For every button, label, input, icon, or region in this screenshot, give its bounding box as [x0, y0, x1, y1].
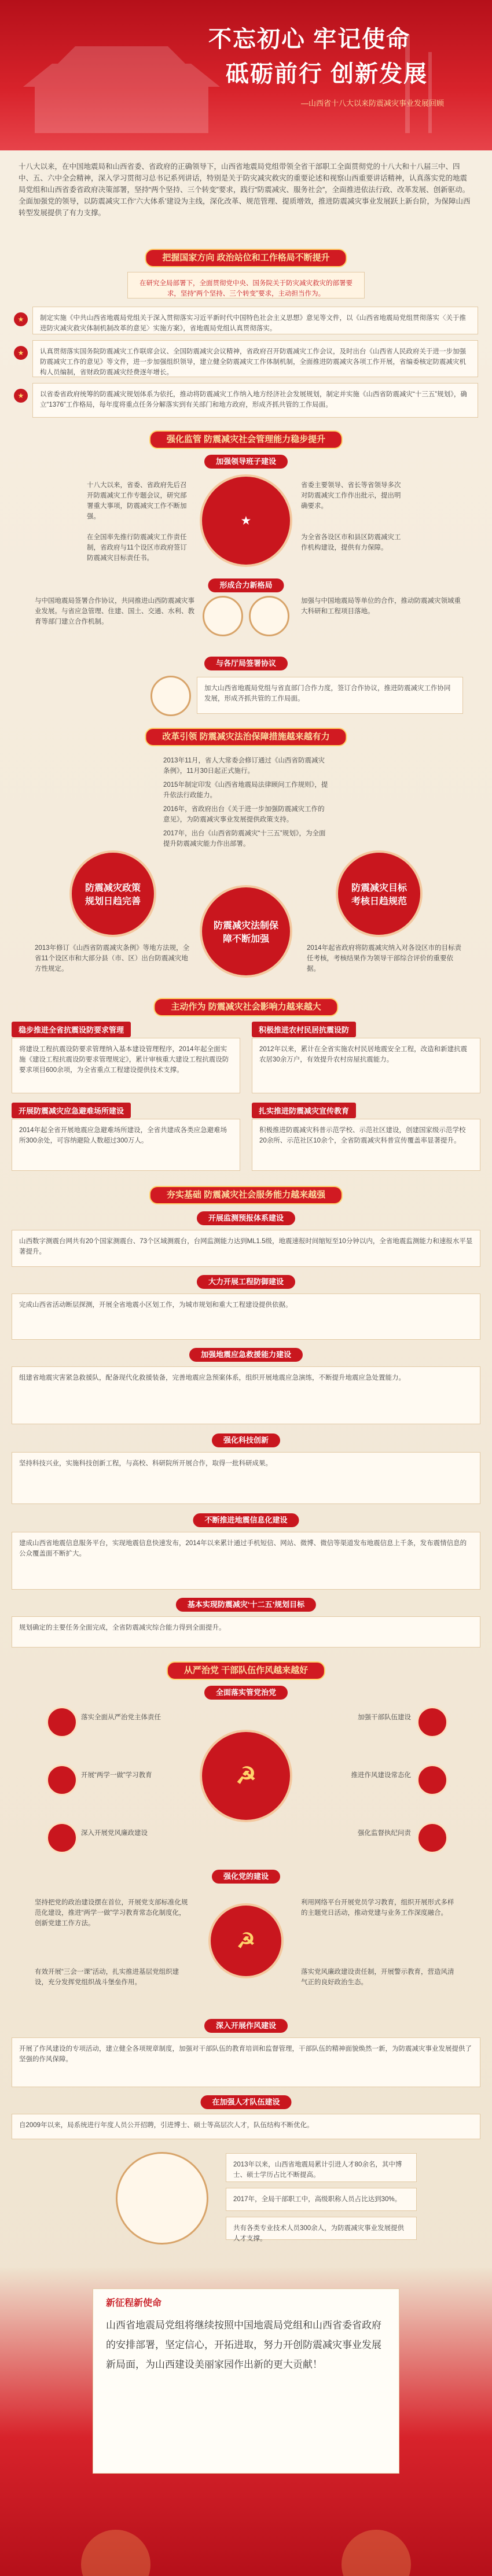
section6-right-text2: 落实党风廉政建设责任制，开展警示教育，营造风清气正的良好政治生态。 — [301, 1969, 454, 1986]
section6-stat-3-text: 共有各类专业技术人员300余人，为防震减灾事业发展提供人才支撑。 — [233, 2225, 405, 2242]
header-subtitle: —山西省十八大以来防震减灾事业发展回顾 — [301, 99, 445, 108]
section6-left-text2: 有效开展“三会一课”活动，扎实推进基层党组织建设，充分发挥党组织战斗堡垒作用。 — [35, 1969, 179, 1986]
section4-box1-title: 稳步推进全省抗震设防要求管理 — [12, 1022, 131, 1037]
section1-item-1-text: 制定实施《中共山西省地震局党组关于深入贯彻落实习近平新时代中国特色社会主义思想》意见等文件，以《山西省地震局党组贯彻落实〈关于推进防灾减灾救灾体制机制改革的意见〉实施方案》，省地震局党组认真贯彻落实。 — [40, 315, 466, 332]
section5-sub4: 强化科技创新 — [212, 1433, 280, 1447]
hexagon-icon — [417, 1707, 448, 1738]
section3-line-3: 2016年，省政府出台《关于进一步加强防震减灾工作的意见》，为防震减灾事业发展提供政策支持。 — [163, 806, 325, 823]
section4-box2-text: 2012年以来，累计在全省实施农村民居地震安全工程，改造和新建抗震农居30余万户，有效提升农村房屋抗震能力。 — [259, 1046, 468, 1063]
hexagon-icon — [417, 1822, 448, 1853]
closing-card — [93, 2288, 399, 2474]
header-title-line1: 不忘初心 牢记使命 — [208, 27, 411, 52]
header-title-line2: 砥砺前行 创新发展 — [226, 61, 428, 87]
section3-bottom-left: 2013年修订《山西省防震减灾条例》等地方法规，全省11个设区市和大部分县（市、区）出台防震减灾地方性规定。 — [35, 945, 190, 972]
section6-stat-1-text: 2013年以来，山西省地震局累计引进人才80余名，其中博士、硕士学历占比不断提高。 — [233, 2161, 402, 2179]
flag-icon: ★ — [14, 389, 28, 403]
section5-body1-text: 山西数字测震台网共有20个国家测震台、73个区域测震台，台网监测能力达到ML1.5级，地震速报时间缩短至10分钟以内，全省地震监测能力和速报水平显著提升。 — [19, 1238, 473, 1255]
section6-stat-3 — [226, 2217, 417, 2240]
section3-timeline — [156, 750, 336, 865]
header-banner — [0, 0, 492, 150]
hexagon-icon — [417, 1764, 448, 1796]
section6-left-text: 坚持把党的政治建设摆在首位，开展党支部标准化规范化建设，推进“两学一做”学习教育常态化制度化，创新党建工作方法。 — [35, 1899, 188, 1927]
section5-body3 — [12, 1366, 480, 1424]
section5-body4 — [12, 1452, 480, 1504]
section3-line-1: 2013年11月，省人大常委会修订通过《山西省防震减灾条例》，11月30日起正式施行。 — [163, 757, 325, 775]
section5-body5 — [12, 1532, 480, 1590]
section5-body6 — [12, 1616, 480, 1648]
section4-box2-title: 积极推进农村民居抗震设防 — [252, 1022, 356, 1037]
section6-right-text: 利用网络平台开展党员学习教育，组织开展形式多样的主题党日活动，推动党建与业务工作深度融合。 — [301, 1899, 454, 1917]
section6-body4-text: 自2009年以来，局系统进行年度人员公开招聘，引进博士、硕士等高层次人才，队伍结构不断优化。 — [19, 2122, 314, 2129]
section6-hex-5: 推进作风建设常态化 — [351, 1772, 411, 1779]
section2-left1: 十八大以来，省委、省政府先后召开防震减灾工作专题会议，研究部署重大事项，防震减灾工作不断加强。 — [87, 482, 187, 520]
intro-text — [12, 155, 480, 242]
section5-sub1: 开展监测预报体系建设 — [197, 1211, 295, 1225]
section2-right2: 为全省各设区市和县区防震减灾工作机构建设，提供有力保障。 — [301, 534, 401, 551]
section6-body3-text: 开展了作风建设的专项活动，建立健全各项规章制度，加强对干部队伍的教育培训和监督管理，干部队伍的精神面貌焕然一新，为防震减灾事业发展提供了坚强的作风保障。 — [19, 2046, 472, 2063]
section5-body6-text: 规划确定的主要任务全面完成，全省防震减灾综合能力得到全面提升。 — [19, 1624, 226, 1631]
section5-body4-text: 坚持科技兴业，实施科技创新工程，与高校、科研院所开展合作，取得一批科研成果。 — [19, 1460, 272, 1467]
flag-icon: ★ — [14, 346, 28, 360]
section3-left-circle: 防震减灾政策规划日趋完善 — [69, 850, 156, 937]
section3-right-circle: 防震减灾目标考核日趋规范 — [336, 850, 423, 937]
section4-box4 — [252, 1119, 480, 1171]
section2-sub1: 加强领导班子建设 — [204, 455, 288, 469]
section6-hex-6: 强化监督执纪问责 — [358, 1830, 411, 1837]
section1-item-2 — [32, 340, 478, 377]
section6-sub3: 深入开展作风建设 — [204, 2019, 288, 2033]
section6-hex-2: 开展“两学一做”学习教育 — [81, 1772, 152, 1779]
star-icon — [0, 2483, 492, 2576]
section6-title: 从严治党 干部队伍作风越来越好 — [167, 1661, 325, 1680]
section3-center-circle: 防震减灾法制保障不断加强 — [200, 885, 292, 978]
section6-sub2: 强化党的建设 — [212, 1870, 280, 1884]
section4-box4-title: 扎实推进防震减灾宣传教育 — [252, 1103, 356, 1118]
section6-stat-ring — [116, 2152, 208, 2245]
section6-hex-1: 落实全面从严治党主体责任 — [81, 1714, 161, 1721]
section2-ring-left — [203, 596, 243, 636]
section6-stat-2-text: 2017年，全局干部职工中，高级职称人员占比达到30%。 — [233, 2196, 402, 2203]
section4-box3-title: 开展防震减灾应急避难场所建设 — [12, 1103, 131, 1118]
section5-body5-text: 建成山西省地震信息服务平台，实现地震信息快速发布，2014年以来累计通过手机短信、网站、微博、微信等渠道发布地震信息上千条，发布震情信息的公众覆盖面不断扩大。 — [19, 1540, 467, 1557]
hexagon-icon — [46, 1764, 78, 1796]
section2-left3: 与中国地震局签署合作协议，共同推进山西防震减灾事业发展。与省应急管理、住建、国土、交通、水利、教育等部门建立合作机制。 — [35, 598, 194, 625]
section5-sub3: 加强地震应急救援能力建设 — [189, 1348, 303, 1362]
section6-sub4: 在加强人才队伍建设 — [200, 2095, 291, 2109]
section2-right1: 省委主要领导、省长等省领导多次对防震减灾工作作出批示，提出明确要求。 — [301, 482, 401, 510]
section5-title: 夯实基础 防震减灾社会服务能力越来越强 — [149, 1186, 343, 1204]
section2-note — [197, 677, 463, 714]
section5-body1 — [12, 1230, 480, 1267]
section1-item-1 — [32, 307, 478, 334]
section5-body2-text: 完成山西省活动断层探测，开展全省地震小区划工作，为城市规划和重大工程建设提供依据。 — [19, 1302, 292, 1309]
section5-sub2: 大力开展工程防御建设 — [197, 1275, 295, 1289]
closing-body: 山西省地震局党组将继续按照中国地震局党组和山西省委省政府的安排部署，坚定信心，开拓进取，努力开创防震减灾事业发展新局面，为山西建设美丽家园作出新的更大贡献！ — [106, 2320, 381, 2371]
section6-hex-4: 加强干部队伍建设 — [358, 1714, 411, 1721]
section2-sub2: 形成合力新格局 — [208, 578, 284, 592]
section2-note-ring — [150, 676, 191, 716]
section4-box3-text: 2014年起全省开展地震应急避难场所建设，全省共建成各类应急避难场所300余处，可容纳避险人数超过300万人。 — [19, 1127, 227, 1144]
section1-item-3-text: 以省委省政府统筹的防震减灾规划体系为依托，推动将防震减灾工作纳入地方经济社会发展规划，制定并实施《山西省防震减灾“十三五”规划》，确立“1376”工作格局，每年度将重点任务分解落实到有关部门和地方政府，形成齐抓共管的工作局面。 — [40, 391, 467, 408]
section2-ring-right — [249, 596, 289, 636]
section6-stat-1 — [226, 2153, 417, 2182]
section1-title: 把握国家方向 政治站位和工作格局不断提升 — [145, 249, 347, 267]
hexagon-icon — [46, 1707, 78, 1738]
section5-body2 — [12, 1293, 480, 1340]
section3-line-2: 2015年制定印发《山西省地震局法律顾问工作规则》，提升依法行政能力。 — [163, 782, 328, 799]
section6-hex-3: 深入开展党风廉政建设 — [81, 1830, 148, 1837]
closing-section — [0, 2268, 492, 2576]
section2-sub3: 与各厅局签署协议 — [204, 657, 288, 670]
intro-paragraph: 十八大以来，在中国地震局和山西省委、省政府的正确领导下，山西省地震局党组带领全省干部职工全面贯彻党的十八大和十八届三中、四中、五、六中全会精神，深入学习贯彻习总书记系列讲话，特别是关于防灾减灾救灾的重要论述和视察山西重要讲话精神，认真落实党的地震局党组和山西省委省政府决策部署，坚持“两个坚持、三个转变”要求，践行“防震减灾、服务社会”，全面推进依法行政、改革发展、创新驱动。全面加强党的领导，以防震减灾工作‘六大体系’建设为主线，深化改革、规范管理、提质增效，推进防震减灾事业发展跃上新台阶，为保障山西转型发展提供了有力支撑。 — [19, 163, 471, 217]
hexagon-icon — [46, 1822, 78, 1853]
section4-box4-text: 积极推进防震减灾科普示范学校、示范社区建设，创建国家级示范学校20余所、示范社区10余个，全省防震减灾科普宣传覆盖率显著提升。 — [259, 1127, 466, 1144]
section5-sub6: 基本实现防震减灾‘十二五’规划目标 — [176, 1598, 316, 1612]
section5-sub5: 不断推进地震信息化建设 — [193, 1513, 299, 1527]
section6-body4 — [12, 2114, 480, 2139]
section2-title: 强化监管 防震减灾社会管理能力稳步提升 — [149, 430, 343, 449]
section3-line-4: 2017年，出台《山西省防震减灾“十三五”规划》，为全面提升防震减灾能力作出部署。 — [163, 830, 326, 847]
section3-title: 改革引领 防震减灾法治保障措施越来越有力 — [145, 728, 347, 746]
section2-center-circle: ★ — [200, 474, 292, 567]
section1-item-3 — [32, 383, 478, 418]
section6-stat-2 — [226, 2188, 417, 2211]
party-emblem-icon: ☭ — [208, 1903, 284, 1978]
section4-box1 — [12, 1038, 240, 1093]
party-emblem-icon: ☭ — [200, 1730, 292, 1822]
section2-note-text: 加大山西省地震局党组与省直部门合作力度，签订合作协议，推进防震减灾工作协同发展，形成齐抓共管的工作局面。 — [204, 685, 451, 702]
section4-box3 — [12, 1119, 240, 1171]
closing-title: 新征程新使命 — [106, 2298, 162, 2308]
section4-box2 — [252, 1038, 480, 1093]
section6-body3 — [12, 2037, 480, 2087]
section1-item-2-text: 认真贯彻落实国务院防震减灾工作联席会议、全国防震减灾会议精神，省政府召开防震减灾工作会议，及时出台《山西省人民政府关于进一步加强防震减灾工作的意见》等文件，进一步加强组织领导，建立健全防震减灾工作体制机制，全面推进防震减灾各项工作开展，省编委核定防震减灾机构人员编制，省财政防震减灾经费逐年增长。 — [40, 348, 466, 376]
section2-left2: 在全国率先推行防震减灾工作责任制，省政府与11个设区市政府签订防震减灾目标责任书。 — [87, 534, 187, 562]
section4-box1-text: 将建设工程抗震设防要求管理纳入基本建设管理程序，2014年起全面实施《建设工程抗震设防要求管理规定》，累计审核重大建设工程抗震设防要求项目600余项，为全省重点工程建设提供技术支撑。 — [19, 1046, 229, 1074]
section5-body3-text: 组建省地震灾害紧急救援队，配备现代化救援装备，完善地震应急预案体系，组织开展地震应急演练，不断提升地震应急处置能力。 — [19, 1374, 405, 1381]
section1-quote-text: 在研究全局部署下，全面贯彻党中央、国务院关于防灾减灾救灾的部署要求，坚持“两个坚持、三个转变”要求，主动担当作为。 — [139, 280, 353, 297]
section6-sub1: 全面落实管党治党 — [204, 1686, 288, 1700]
flag-icon: ★ — [14, 312, 28, 326]
section3-bottom-right: 2014年起省政府将防震减灾纳入对各设区市的目标责任考核，考核结果作为领导干部综合评价的重要依据。 — [307, 945, 462, 972]
section4-title: 主动作为 防震减灾社会影响力越来越大 — [153, 998, 338, 1016]
section1-quote — [127, 272, 365, 298]
section2-right3: 加强与中国地震局等单位的合作，推动防震减灾领域重大科研和工程项目落地。 — [301, 598, 461, 615]
